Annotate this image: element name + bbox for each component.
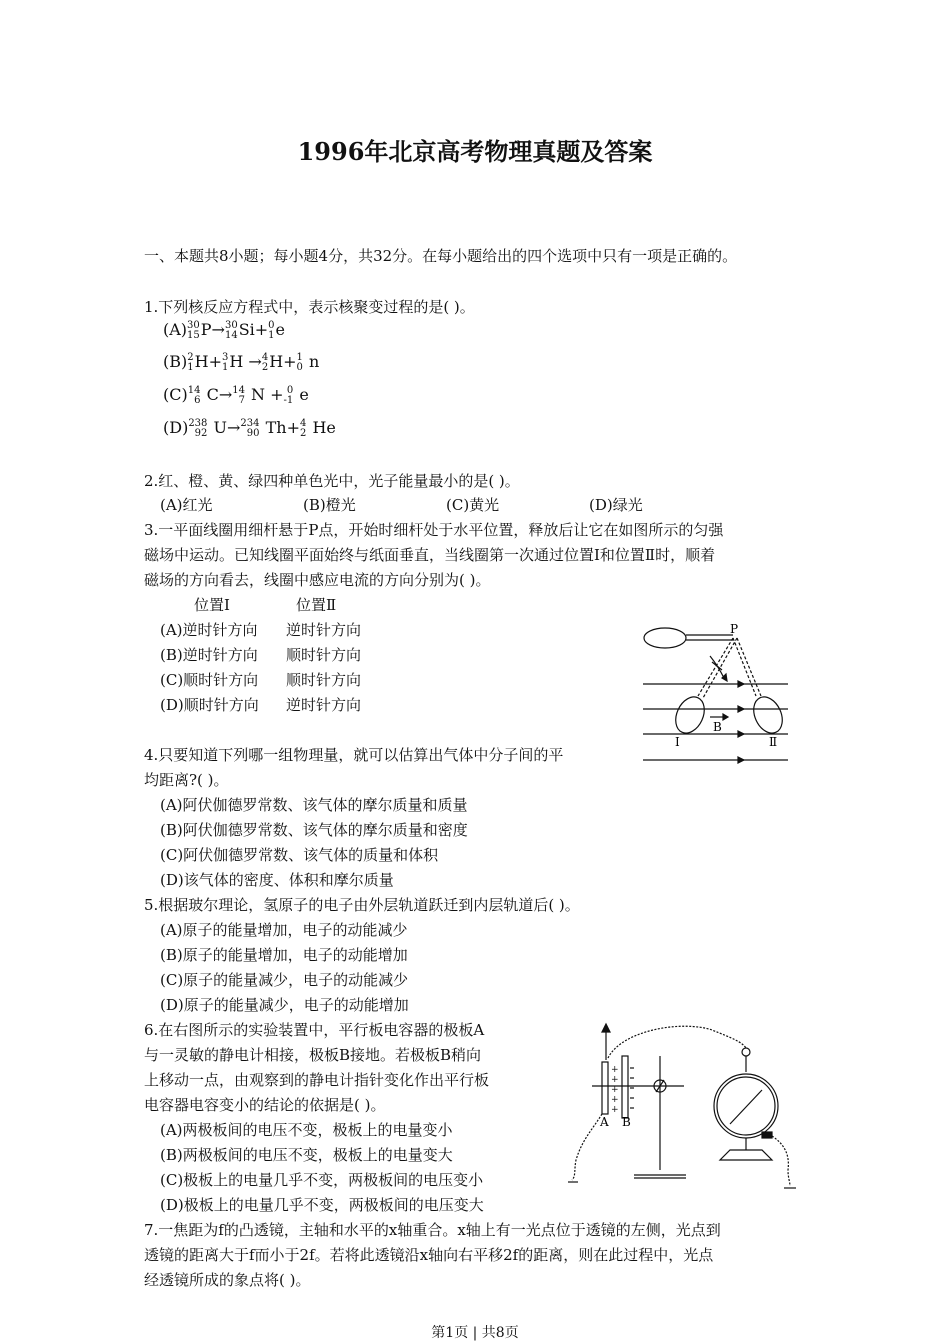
q3-option-d-1: (D)顺时针方向 bbox=[160, 696, 259, 714]
label-b: B bbox=[713, 720, 722, 734]
q1-option-b: (B) 2 1 H+ 3 1 H → 4 2 H+ 1 0 n bbox=[163, 351, 320, 373]
q3-column-head-1: 位置Ⅰ bbox=[194, 596, 230, 614]
q6-capacitor-electroscope-figure bbox=[562, 1020, 802, 1198]
svg-text:+: + bbox=[611, 1095, 619, 1105]
q6-option-a: (A)两极板间的电压不变，极板上的电量变小 bbox=[160, 1121, 453, 1139]
q4-option-d: (D)该气体的密度、体积和摩尔质量 bbox=[160, 871, 394, 889]
q3-coil-magnetic-field-figure bbox=[638, 618, 794, 768]
q2-option-c: (C)黄光 bbox=[446, 496, 500, 514]
q2-option-d: (D)绿光 bbox=[589, 496, 643, 514]
q2-option-a: (A)红光 bbox=[160, 496, 213, 514]
label-p: P bbox=[730, 622, 739, 636]
svg-text:+: + bbox=[611, 1065, 619, 1075]
q4-option-a: (A)阿伏伽德罗常数、该气体的摩尔质量和质量 bbox=[160, 796, 468, 814]
q3-column-head-2: 位置Ⅱ bbox=[296, 596, 337, 614]
q7-stem-line2: 透镜的距离大于f而小于2f。若将此透镜沿x轴向右平移2f的距离，则在此过程中，光点 bbox=[144, 1246, 714, 1264]
section-heading: 一、本题共8小题；每小题4分，共32分。在每小题给出的四个选项中只有一项是正确的。 bbox=[144, 247, 738, 265]
q5-option-c: (C)原子的能量减少，电子的动能减少 bbox=[160, 971, 409, 989]
q1-stem: 1.下列核反应方程式中，表示核聚变过程的是( )。 bbox=[144, 298, 475, 316]
q5-option-b: (B)原子的能量增加，电子的动能增加 bbox=[160, 946, 408, 964]
q5-option-a: (A)原子的能量增加，电子的动能减少 bbox=[160, 921, 408, 939]
label-position-2: Ⅱ bbox=[769, 735, 778, 749]
svg-text:+: + bbox=[611, 1075, 619, 1085]
q1-option-c: (C) 14 6 C→ 14 7 N + 0 -1 e bbox=[163, 384, 309, 406]
q6-stem-line1: 6.在右图所示的实验装置中，平行板电容器的极板A bbox=[144, 1021, 485, 1039]
coil-position-1 bbox=[670, 692, 710, 737]
q5-option-d: (D)原子的能量减少，电子的动能增加 bbox=[160, 996, 409, 1014]
q1-option-a: (A) 30 15 P→ 30 14 Si+ 0 1 e bbox=[163, 319, 286, 341]
page-title: 1996年北京高考物理真题及答案 bbox=[297, 137, 653, 166]
q4-stem-line1: 4.只要知道下列哪一组物理量，就可以估算出气体中分子间的平 bbox=[144, 746, 564, 764]
q6-stem-line2: 与一灵敏的静电计相接，极板B接地。若极板B稍向 bbox=[144, 1046, 482, 1064]
q6-stem-line4: 电容器电容变小的结论的依据是( )。 bbox=[144, 1096, 386, 1114]
q1-option-d: (D) 238 92 U→ 234 90 Th+ 4 2 He bbox=[163, 417, 336, 439]
q7-stem-line1: 7.一焦距为f的凸透镜，主轴和水平的x轴重合。x轴上有一光点位于透镜的左侧，光点到 bbox=[144, 1221, 721, 1239]
q4-stem-line2: 均距离?( )。 bbox=[144, 771, 229, 789]
q3-option-c-1: (C)顺时针方向 bbox=[160, 671, 259, 689]
nuclide: 0 1 bbox=[268, 319, 275, 341]
q2-stem: 2.红、橙、黄、绿四种单色光中，光子能量最小的是( )。 bbox=[144, 472, 520, 490]
page-footer: 第1页 | 共8页 bbox=[431, 1325, 519, 1341]
q6-option-d: (D)极板上的电量几乎不变，两极板间的电压变大 bbox=[160, 1196, 484, 1214]
q3-option-a-2: 逆时针方向 bbox=[286, 621, 362, 639]
q3-option-b-2: 顺时针方向 bbox=[286, 646, 362, 664]
coil-initial bbox=[644, 628, 686, 648]
q3-stem-line3: 磁场的方向看去，线圈中感应电流的方向分别为( )。 bbox=[144, 571, 491, 589]
q3-option-c-2: 顺时针方向 bbox=[286, 671, 362, 689]
q3-stem-line1: 3.一平面线圈用细杆悬于P点，开始时细杆处于水平位置，释放后让它在如图所示的匀强 bbox=[144, 521, 724, 539]
q6-option-b: (B)两极板间的电压不变，极板上的电量变大 bbox=[160, 1146, 453, 1164]
q5-stem: 5.根据玻尔理论，氢原子的电子由外层轨道跃迁到内层轨道后( )。 bbox=[144, 896, 580, 914]
q3-stem-line2: 磁场中运动。已知线圈平面始终与纸面垂直，当线圈第一次通过位置Ⅰ和位置Ⅱ时，顺着 bbox=[144, 546, 716, 564]
q3-option-d-2: 逆时针方向 bbox=[286, 696, 362, 714]
q4-option-c: (C)阿伏伽德罗常数、该气体的质量和体积 bbox=[160, 846, 439, 864]
label-plate-b: B bbox=[622, 1115, 631, 1129]
q2-option-b: (B)橙光 bbox=[303, 496, 356, 514]
q3-option-b-1: (B)逆时针方向 bbox=[160, 646, 258, 664]
label-plate-a: A bbox=[600, 1115, 609, 1129]
q6-option-c: (C)极板上的电量几乎不变，两极板间的电压变小 bbox=[160, 1171, 484, 1189]
coil-position-2 bbox=[748, 692, 788, 737]
q7-stem-line3: 经透镜所成的象点将( )。 bbox=[144, 1271, 311, 1289]
nuclide: 30 15 bbox=[187, 319, 200, 341]
q3-option-a-1: (A)逆时针方向 bbox=[160, 621, 258, 639]
svg-text:+: + bbox=[611, 1085, 619, 1095]
nuclide: 30 14 bbox=[224, 319, 238, 341]
q1-a-label: (A) bbox=[163, 320, 188, 339]
label-position-1: Ⅰ bbox=[675, 735, 680, 749]
q4-option-b: (B)阿伏伽德罗常数、该气体的摩尔质量和密度 bbox=[160, 821, 468, 839]
svg-text:+: + bbox=[611, 1105, 619, 1115]
q6-stem-line3: 上移动一点，由观察到的静电计指针变化作出平行板 bbox=[144, 1071, 490, 1089]
